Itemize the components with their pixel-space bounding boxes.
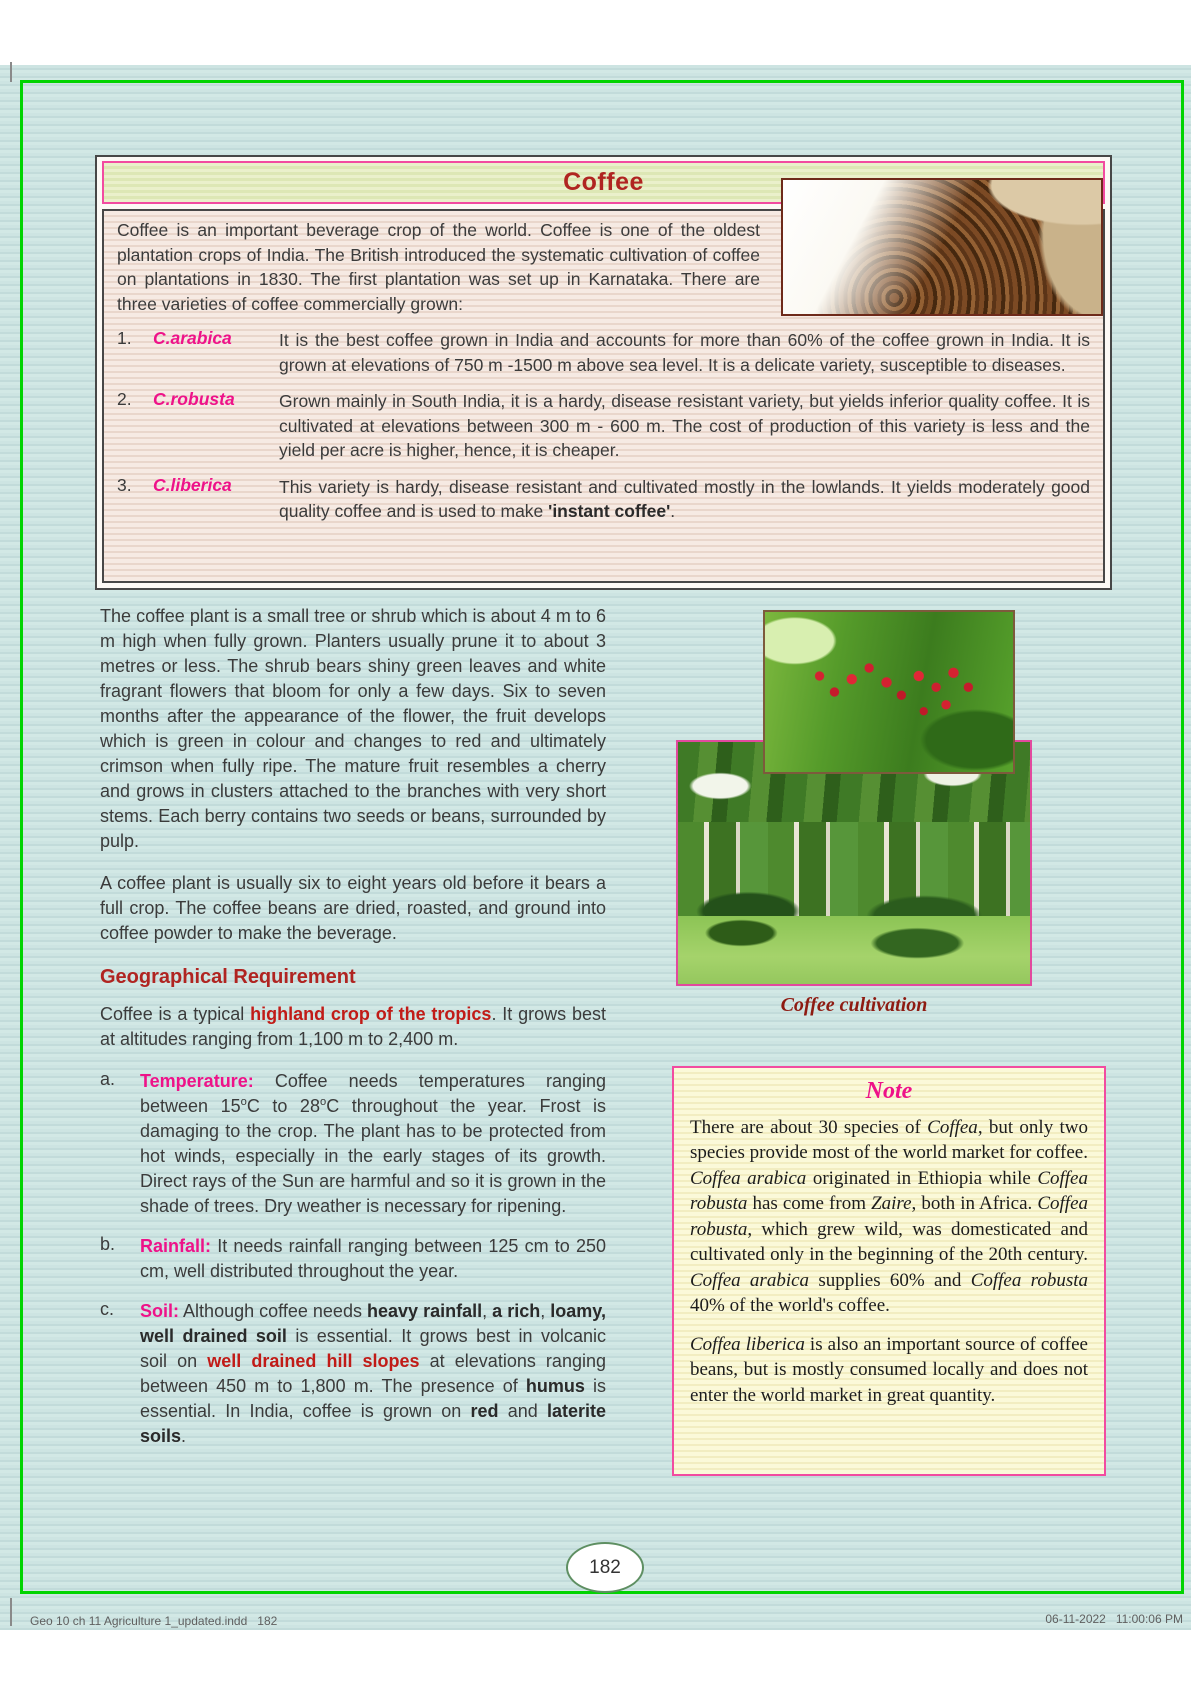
item-letter: b. (100, 1234, 116, 1255)
item-text: Soil: Although coffee needs heavy rainfall, a rich, loamy, well drained soil is essential. It grows best in volcanic soil on well drained hill slopes at elevations ranging between 450 m to 1,800 m. The presence of humus is essential. In India, coffee is grown on red and laterite soils. (140, 1301, 606, 1447)
footer-file-text: Geo 10 ch 11 Agriculture 1_updated.indd 182 (30, 1614, 278, 1628)
page-title: Coffee (563, 168, 644, 196)
coffee-berries-photo (763, 610, 1015, 774)
variety-name: C.arabica (153, 328, 232, 348)
variety-row (117, 475, 1090, 524)
variety-row (117, 389, 1090, 463)
geo-item-soil (100, 1299, 606, 1449)
body-paragraph: A coffee plant is usually six to eight years old before it bears a full crop. The coffee beans are dried, roasted, and ground into coffee powder to make the beverage. (100, 873, 606, 944)
body-paragraph: The coffee plant is a small tree or shrub which is about 4 m to 6 m high when fully grown. Planters usually prune it to about 3 metres or less. The shrub bears shiny green leaves and white fragrant flowers that bloom for only a few days. Six to seven months after the appearance of the flower, the fruit develops which is green in colour and changes to red and ultimately crimson when fully ripe. The mature fruit resembles a cherry and grows in clusters attached to the branches with very short stems. Each berry contains two seeds or beans, surrounded by pulp. (100, 606, 606, 852)
item-letter: c. (100, 1299, 115, 1320)
variety-name: C.robusta (153, 389, 235, 409)
footer-timestamp: 06-11-2022 11:00:06 PM (1045, 1612, 1183, 1626)
section-heading: Geographical Requirement (100, 966, 356, 989)
variety-number: 1. (117, 328, 132, 348)
variety-description: Grown mainly in South India, it is a hardy, disease resistant variety, but yields inferior quality coffee. It is cultivated at elevations between 300 m - 600 m. The cost of production of this variety is less and the yield per acre is higher, hence, it is cheaper. (279, 391, 1090, 460)
geo-item-temperature (100, 1069, 606, 1219)
note-box (672, 1066, 1106, 1476)
item-text: Rainfall: It needs rainfall ranging between 125 cm to 250 cm, well distributed throughout the year. (140, 1236, 606, 1282)
bottom-margin (0, 1630, 1191, 1684)
intro-paragraph: Coffee is an important beverage crop of the world. Coffee is one of the oldest plantation crops of India. The British introduced the systematic cultivation of coffee on plantations in 1830. The first plantation was set up in Karnataka. There are three varieties of coffee commercially grown: (117, 218, 1090, 316)
note-title: Note (865, 1078, 913, 1104)
page-number-badge: 182 (566, 1542, 644, 1593)
geo-intro-paragraph: Coffee is a typical highland crop of the tropics. It grows best at altitudes ranging from 1,100 m to 2,400 m. (100, 1004, 607, 1050)
variety-number: 3. (117, 474, 132, 495)
registration-mark-bottom (10, 1598, 12, 1626)
header-box (95, 155, 1112, 590)
variety-description: This variety is hardy, disease resistant and cultivated mostly in the lowlands. It yields moderately good quality coffee and is used to make 'instant coffee'. (279, 476, 1090, 521)
variety-row (117, 328, 1090, 377)
variety-description: It is the best coffee grown in India and accounts for more than 60% of the coffee grown in India. It is grown at elevations of 750 m -1500 m above sea level. It is a delicate variety, susceptible to diseases. (279, 330, 1090, 375)
figure-caption: Coffee cultivation (780, 994, 928, 1016)
coffee-plantation-photo (676, 740, 1032, 986)
geo-item-rainfall (100, 1234, 606, 1284)
left-text-column (100, 604, 606, 1464)
plantation-trunks (678, 822, 1030, 916)
variety-name: C.liberica (153, 474, 232, 495)
coffee-beans-sack-photo (781, 178, 1103, 316)
registration-mark-top (10, 62, 12, 82)
item-letter: a. (100, 1069, 116, 1090)
item-text: Temperature: Coffee needs temperatures ranging between 15$^o$C to 28$^o$C throughout the year. Frost is damaging to the crop. The plant has to be protected from hot winds, especially in the early stages of its growth. Direct rays of the Sun are harmful and so it is grown in the shade of trees. Dry weather is necessary for ripening. (140, 1071, 607, 1217)
note-paragraph: Coffea liberica is also an important source of coffee beans, but is mostly consumed locally and does not enter the world market in great quantity. (690, 1333, 1088, 1406)
note-paragraph: There are about 30 species of Coffea, but only two species provide most of the world market for coffee. Coffea arabica originated in Ethiopia while Coffea robusta has come from Zaire, both in Africa. Coffea robusta, which grew wild, was domesticated and cultivated only in the beginning of the 20th century. Coffea arabica supplies 60% and Coffea robusta 40% of the world's coffee. (690, 1117, 1089, 1317)
variety-number: 2. (117, 389, 132, 409)
plantation-ground (678, 916, 1030, 984)
